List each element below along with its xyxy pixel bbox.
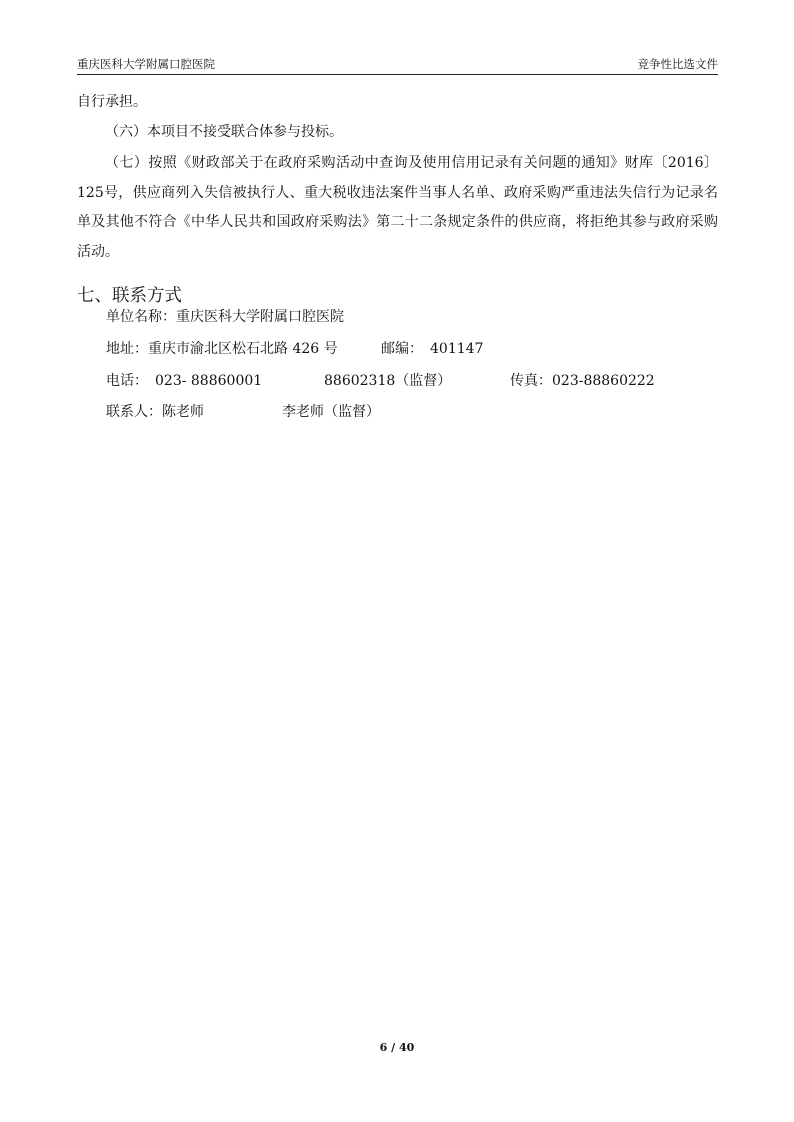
paragraph-item-7: （七）按照《财政部关于在政府采购活动中查询及使用信用记录有关问题的通知》财库〔2016〕125号，供应商列入失信被执行人、重大税收违法案件当事人名单、政府采购严重违法失信行为记录名单及其他不符合《中华人民共和国政府采购法》第二十二条规定条件的供应商，将拒绝其参与政府采购活动。 [77,155,718,260]
header-organization: 重庆医科大学附属口腔医院 [77,57,215,71]
contact-fax: 传真：023-88860222 [510,373,655,389]
header-divider [77,74,718,75]
contact-address: 地址：重庆市渝北区松石北路 426 号 [106,341,338,357]
contact-phone: 电话： 023- 88860001 [106,373,263,389]
contact-person: 联系人：陈老师 [106,404,204,420]
page-header [77,56,718,74]
paragraph-continuation: 自行承担。 [77,94,147,110]
header-document-type: 竞争性比选文件 [637,57,718,71]
paragraph-item-6: （六）本项目不接受联合体参与投标。 [105,124,343,140]
section-heading-contact: 七、联系方式 [77,286,182,306]
contact-person-supervision: 李老师（监督） [282,404,380,420]
contact-phone-supervision: 88602318（监督） [324,373,452,389]
contact-unit-name: 单位名称：重庆医科大学附属口腔医院 [106,309,344,325]
page-number: 6 / 40 [379,1041,415,1054]
contact-postcode: 邮编： 401147 [381,341,484,357]
